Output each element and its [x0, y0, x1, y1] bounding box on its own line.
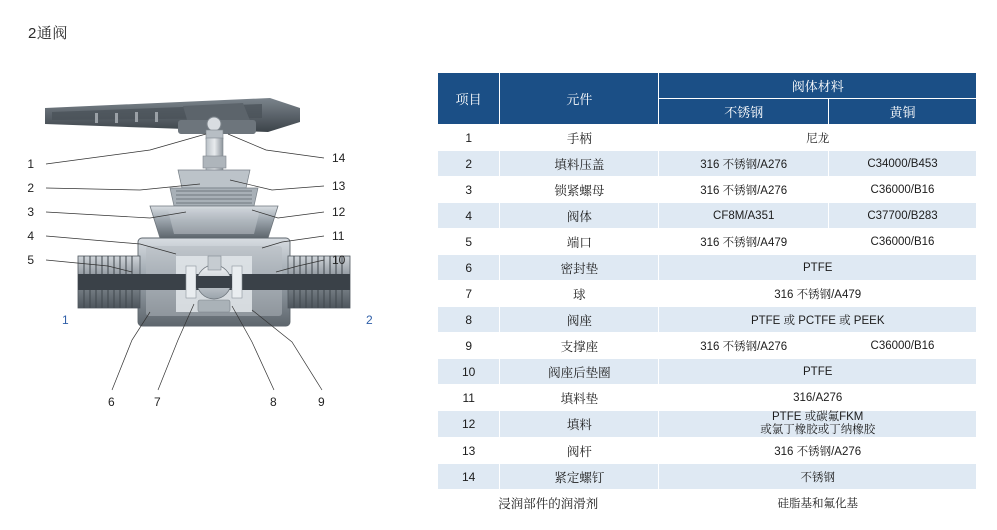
- svg-text:11: 11: [332, 229, 345, 243]
- valve-diagram: [0, 60, 430, 409]
- callout-labels-bottom: [108, 395, 325, 409]
- header-material-group: 阀体材料: [659, 73, 977, 99]
- table-row: [438, 385, 977, 411]
- table-row: [438, 177, 977, 203]
- cell-part-name: 阀体: [500, 203, 659, 229]
- header-stainless: 不锈钢: [659, 99, 829, 125]
- table-row: [438, 464, 977, 490]
- cell-material-both: PTFE: [659, 255, 977, 281]
- table-header: [438, 73, 977, 125]
- cell-material-brass: C36000/B16: [828, 333, 976, 359]
- cell-part-name: 填料压盖: [500, 151, 659, 177]
- callout-labels-left: [27, 157, 34, 267]
- cell-material-both: PTFE 或碳氟FKM 或氯丁橡胶或丁纳橡胶: [659, 411, 977, 438]
- svg-text:10: 10: [332, 253, 346, 267]
- header-part: 元件: [500, 73, 659, 125]
- table-row: [438, 281, 977, 307]
- cell-material-both: 不锈钢: [659, 464, 977, 490]
- svg-text:14: 14: [332, 151, 346, 165]
- cell-item-number: 2: [438, 151, 500, 177]
- cell-part-name: 紧定螺钉: [500, 464, 659, 490]
- cell-item-number: 8: [438, 307, 500, 333]
- cell-material-brass: C36000/B16: [828, 177, 976, 203]
- table-row: [438, 151, 977, 177]
- cell-material-both: 尼龙: [659, 125, 977, 151]
- cell-material-brass: C34000/B453: [828, 151, 976, 177]
- cell-part-name: 阀座: [500, 307, 659, 333]
- cell-item-number: 1: [438, 125, 500, 151]
- handle-graphic: [45, 98, 300, 134]
- cell-item-number: 12: [438, 411, 500, 438]
- svg-text:13: 13: [332, 179, 346, 193]
- table-body: [438, 125, 977, 490]
- svg-text:5: 5: [27, 253, 34, 267]
- valve-parts-table: [437, 72, 977, 516]
- table-footer: [438, 490, 977, 516]
- callout-labels-right: [332, 151, 346, 267]
- cell-part-name: 密封垫: [500, 255, 659, 281]
- cell-material-stainless: 316 不锈钢/A479: [659, 229, 829, 255]
- cell-material-stainless: CF8M/A351: [659, 203, 829, 229]
- svg-text:9: 9: [318, 395, 325, 409]
- cell-item-number: 3: [438, 177, 500, 203]
- page-title: 2通阀: [28, 25, 68, 42]
- packing-gland-graphic: [170, 170, 258, 206]
- svg-text:2: 2: [27, 181, 34, 195]
- header-brass: 黄铜: [828, 99, 976, 125]
- cell-part-name: 填料垫: [500, 385, 659, 411]
- cell-material-both: PTFE 或 PCTFE 或 PEEK: [659, 307, 977, 333]
- cell-material-brass: C37700/B283: [828, 203, 976, 229]
- cell-part-name: 锁紧螺母: [500, 177, 659, 203]
- cell-material-both: 316 不锈钢/A276: [659, 438, 977, 464]
- cell-material-brass: C36000/B16: [828, 229, 976, 255]
- cell-material-both: 316 不锈钢/A479: [659, 281, 977, 307]
- cell-material-stainless: 316 不锈钢/A276: [659, 333, 829, 359]
- table-row: [438, 203, 977, 229]
- svg-text:8: 8: [270, 395, 277, 409]
- cell-material-both: PTFE: [659, 359, 977, 385]
- table-row: [438, 125, 977, 151]
- cell-item-number: 13: [438, 438, 500, 464]
- table-row: [438, 359, 977, 385]
- cell-part-name: 填料: [500, 411, 659, 438]
- table-row: [438, 307, 977, 333]
- cell-material-stainless: 316 不锈钢/A276: [659, 151, 829, 177]
- support-seat-graphic: [198, 300, 230, 312]
- cell-part-name: 球: [500, 281, 659, 307]
- table-row: [438, 411, 977, 438]
- cell-item-number: 10: [438, 359, 500, 385]
- cell-item-number: 7: [438, 281, 500, 307]
- svg-text:1: 1: [27, 157, 34, 171]
- footer-label: 浸润部件的润滑剂: [438, 490, 659, 516]
- svg-text:2: 2: [366, 313, 373, 327]
- cell-part-name: 手柄: [500, 125, 659, 151]
- cell-part-name: 端口: [500, 229, 659, 255]
- cell-item-number: 14: [438, 464, 500, 490]
- header-item: 项目: [438, 73, 500, 125]
- cell-item-number: 5: [438, 229, 500, 255]
- table-row: [438, 255, 977, 281]
- table-row: [438, 229, 977, 255]
- cell-material-stainless: 316 不锈钢/A276: [659, 177, 829, 203]
- table-row: [438, 333, 977, 359]
- cell-item-number: 11: [438, 385, 500, 411]
- bonnet-graphic: [150, 206, 278, 238]
- cell-item-number: 9: [438, 333, 500, 359]
- footer-value: 硅脂基和氟化基: [659, 490, 977, 516]
- svg-text:7: 7: [154, 395, 161, 409]
- cell-item-number: 6: [438, 255, 500, 281]
- cell-part-name: 阀座后垫圈: [500, 359, 659, 385]
- cell-material-both: 316/A276: [659, 385, 977, 411]
- svg-text:6: 6: [108, 395, 115, 409]
- svg-text:12: 12: [332, 205, 346, 219]
- svg-text:4: 4: [27, 229, 34, 243]
- cell-item-number: 4: [438, 203, 500, 229]
- cell-part-name: 阀杆: [500, 438, 659, 464]
- svg-text:1: 1: [62, 313, 69, 327]
- table-row: [438, 438, 977, 464]
- cell-part-name: 支撑座: [500, 333, 659, 359]
- svg-text:3: 3: [27, 205, 34, 219]
